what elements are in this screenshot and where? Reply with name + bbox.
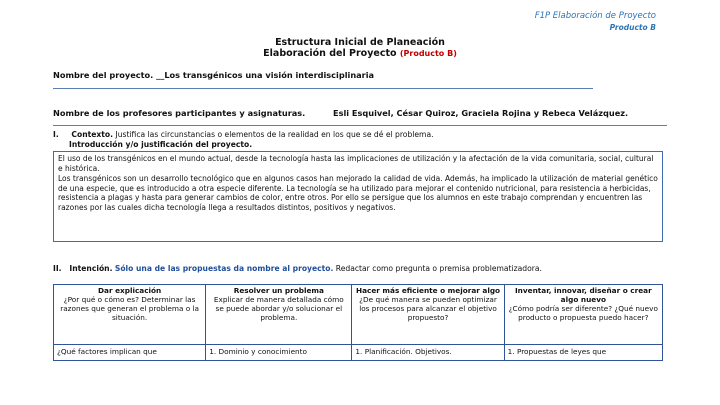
section-2-number: II.: [53, 264, 62, 273]
table-cell[interactable]: ¿Qué factores implican que: [54, 345, 206, 361]
table-cell[interactable]: 1. Planificación. Objetivos.: [352, 345, 504, 361]
teachers-label: Nombre de los profesores participantes y asignaturas.: [53, 108, 306, 118]
header-product-label: Producto B: [609, 23, 656, 32]
teachers-value: Esli Esquivel, César Quiroz, Graciela Rojina y Rebeca Velázquez.: [333, 108, 629, 118]
column-heading: Resolver un problema: [233, 286, 324, 295]
section-2-header: [53, 264, 542, 274]
intention-cell-improve[interactable]: [352, 285, 504, 345]
header-document-code: F1P Elaboración de Proyecto: [534, 11, 656, 21]
subtitle-text: Elaboración del Proyecto: [263, 48, 397, 59]
divider: [53, 125, 667, 126]
section-2-heading: Intención.: [69, 264, 113, 273]
intention-cell-innovate[interactable]: [504, 285, 662, 345]
column-description: ¿Cómo podría ser diferente? ¿Qué nuevo producto o propuesta puedo hacer?: [508, 304, 658, 322]
intention-table: [53, 284, 663, 361]
project-name-value: __Los transgénicos una visión interdisciplinaria: [156, 70, 375, 80]
intention-cell-explain[interactable]: [54, 285, 206, 345]
section-2-instruction-bold: Sólo una de las propuestas da nombre al proyecto.: [114, 264, 334, 273]
column-heading: Inventar, innovar, diseñar o crear algo nuevo: [514, 286, 652, 304]
column-description: ¿Por qué o cómo es? Determinar las razones que generan el problema o la situación.: [60, 295, 200, 322]
project-name-row: [53, 70, 374, 80]
column-description: ¿De qué manera se pueden optimizar los procesos para alcanzar el objetivo propuesto?: [359, 295, 497, 322]
section-2-instruction: Redactar como pregunta o premisa problematizadora.: [335, 264, 542, 273]
table-cell[interactable]: 1. Dominio y conocimiento: [206, 345, 352, 361]
column-heading: Hacer más eficiente o mejorar algo: [355, 286, 501, 295]
section-1-header: [53, 130, 434, 140]
section-1-number: I.: [53, 130, 59, 139]
section-1-instruction: Justifica las circunstancias o elementos de la realidad en los que se dé el problema.: [115, 130, 434, 139]
context-paragraph-2: Los transgénicos son un desarrollo tecnológico que en algunos casos han mejorado la calidad de vida. Además, ha implicado la utilización de material genético de una especie, que es introducido a otra especie diferente. La tecnología se ha utilizado para mejorar el contenido nutricional, para resistencia a herbicidas, resistencia a plagas y hasta para generar cambios de color, entre otros. Por ello se persigue que los alumnos en este trabajo comprendan y encuentren las razones por las cuales dicha tecnología llega a resultados distintos, positivos y negativos.: [58, 174, 658, 212]
project-name-label: Nombre del proyecto.: [53, 70, 154, 80]
document-header: [535, 11, 656, 33]
subtitle-tag: (Producto B): [399, 49, 457, 58]
section-1-subheading: Introducción y/o justificación del proyecto.: [69, 140, 253, 149]
page-title: Estructura Inicial de Planeación: [275, 37, 445, 48]
context-paragraph-1: El uso de los transgénicos en el mundo actual, desde la tecnología hasta las implicaciones de utilización y la afectación de la vida comunitaria, social, cultural e histórica.: [58, 154, 654, 173]
table-cell[interactable]: 1. Propuestas de leyes que: [504, 345, 662, 361]
page-subtitle: [0, 48, 720, 59]
section-1-heading: Contexto.: [71, 130, 114, 139]
divider: [53, 88, 593, 89]
context-textbox[interactable]: [53, 151, 663, 242]
intention-cell-solve[interactable]: [206, 285, 352, 345]
column-heading: Dar explicación: [97, 286, 162, 295]
column-description: Explicar de manera detallada cómo se puede abordar y/o solucionar el problema.: [213, 295, 344, 322]
